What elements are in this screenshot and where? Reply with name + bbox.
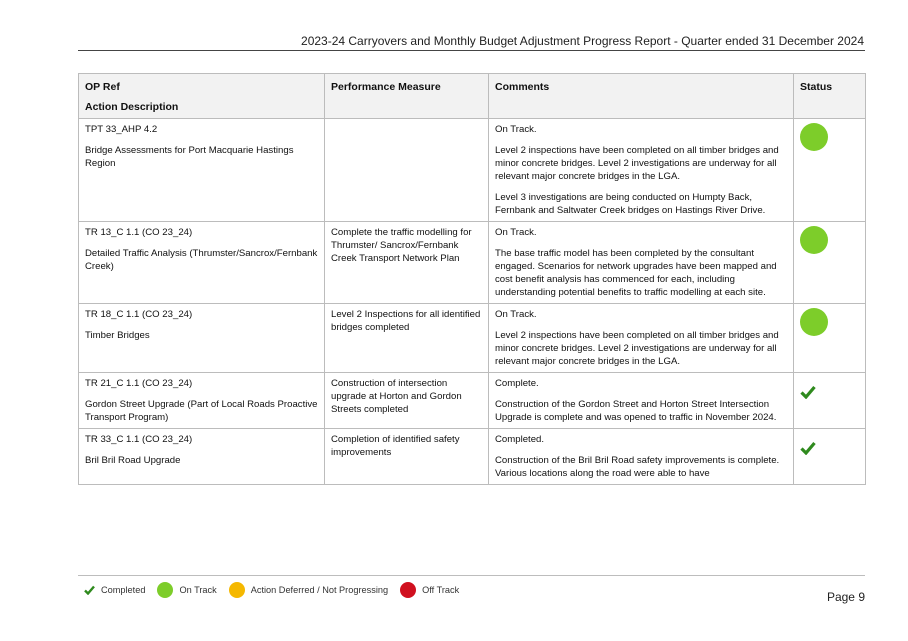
legend-on-track-label: On Track [179,585,217,595]
on-track-status-icon [800,308,828,336]
comment-paragraph: The base traffic model has been completed by the consultant engaged. Scenarios for network upgrades have been mapped and cost benefit analysis has commenced for each, including understanding potential benefits to traffic modelling at each site. [495,248,777,298]
op-ref-cell [79,429,325,485]
column-header-comments: Comments [489,74,794,119]
status-cell [794,304,866,373]
action-description-text: Bril Bril Road Upgrade [85,455,181,466]
action-description-text: Timber Bridges [85,330,150,341]
legend-on-track [157,582,216,598]
op-ref-text: TPT 33_AHP 4.2 [85,124,158,135]
performance-measure-cell [325,119,489,222]
status-cell [794,119,866,222]
action-description-text: Gordon Street Upgrade (Part of Local Roads Proactive Transport Program) [85,399,318,423]
page-number: Page 9 [826,590,865,604]
comment-paragraph: Construction of the Gordon Street and Horton Street Intersection Upgrade is complete and was opened to traffic in November 2024. [495,399,777,423]
comment-paragraph: On Track. [495,227,537,238]
table-row [79,373,866,429]
status-cell [794,222,866,304]
comment-paragraph: Level 3 investigations are being conducted on Humpty Back, Fernbank and Saltwater Creek bridges on Hastings River Drive. [495,192,766,216]
comment-paragraph: Construction of the Bril Bril Road safety improvements is complete. Various locations along the road were able to have [495,455,780,479]
performance-measure-cell: Completion of identified safety improvements [325,429,489,485]
comments-cell [489,429,794,485]
amber-circle-icon [229,582,245,598]
comment-paragraph: Level 2 inspections have been completed on all timber bridges and minor concrete bridges. Level 2 investigations are underway for all relevant major concrete bridges in the LGA. [495,330,779,367]
legend-completed-label: Completed [101,585,146,595]
performance-measure-cell: Level 2 Inspections for all identified bridges completed [325,304,489,373]
op-ref-text: TR 33_C 1.1 (CO 23_24) [85,434,193,445]
report-header-title: 2023-24 Carryovers and Monthly Budget Adjustment Progress Report - Quarter ended 31 December 2024 [301,34,864,48]
op-ref-cell [79,304,325,373]
op-ref-cell [79,119,325,222]
table-row [79,119,866,222]
comment-paragraph: Level 2 inspections have been completed on all timber bridges and minor concrete bridges. Level 2 investigations are underway for all relevant major concrete bridges in the LGA. [495,145,779,182]
table-row [79,222,866,304]
comment-paragraph: On Track. [495,124,537,135]
column-header-status: Status [794,74,866,119]
column-header-op-ref [79,74,325,119]
completed-check-icon [800,441,816,459]
comment-paragraph: Completed. [495,434,545,445]
legend-completed [84,585,145,595]
progress-table [78,73,866,485]
legend-off-track [400,582,459,598]
op-ref-cell [79,222,325,304]
op-ref-header-label: OP Ref [85,81,120,93]
legend-off-track-label: Off Track [422,585,460,595]
on-track-status-icon [800,123,828,151]
status-cell [794,429,866,485]
header-divider [78,50,865,51]
comments-cell [489,222,794,304]
legend-deferred [229,582,388,598]
op-ref-text: TR 21_C 1.1 (CO 23_24) [85,378,193,389]
column-header-performance-measure: Performance Measure [325,74,489,119]
report-table-container [78,73,868,546]
action-description-header-label: Action Description [85,101,179,113]
status-legend [84,580,471,600]
table-header-row [79,74,866,119]
op-ref-cell [79,373,325,429]
performance-measure-cell: Complete the traffic modelling for Thrumster/ Sancrox/Fernbank Creek Transport Network Plan [325,222,489,304]
check-icon [84,585,95,595]
op-ref-text: TR 13_C 1.1 (CO 23_24) [85,227,193,238]
green-circle-icon [157,582,173,598]
performance-measure-cell: Construction of intersection upgrade at Horton and Gordon Streets completed [325,373,489,429]
comments-cell [489,373,794,429]
comment-paragraph: Complete. [495,378,539,389]
table-row [79,429,866,485]
on-track-status-icon [800,226,828,254]
op-ref-text: TR 18_C 1.1 (CO 23_24) [85,309,193,320]
comment-paragraph: On Track. [495,309,537,320]
table-row [79,304,866,373]
legend-divider [78,575,865,576]
status-cell [794,373,866,429]
legend-deferred-label: Action Deferred / Not Progressing [250,585,389,595]
comments-cell [489,304,794,373]
red-circle-icon [400,582,416,598]
completed-check-icon [800,385,816,403]
action-description-text: Detailed Traffic Analysis (Thrumster/Sancrox/Fernbank Creek) [85,248,318,272]
action-description-text: Bridge Assessments for Port Macquarie Hastings Region [85,145,294,169]
comments-cell [489,119,794,222]
